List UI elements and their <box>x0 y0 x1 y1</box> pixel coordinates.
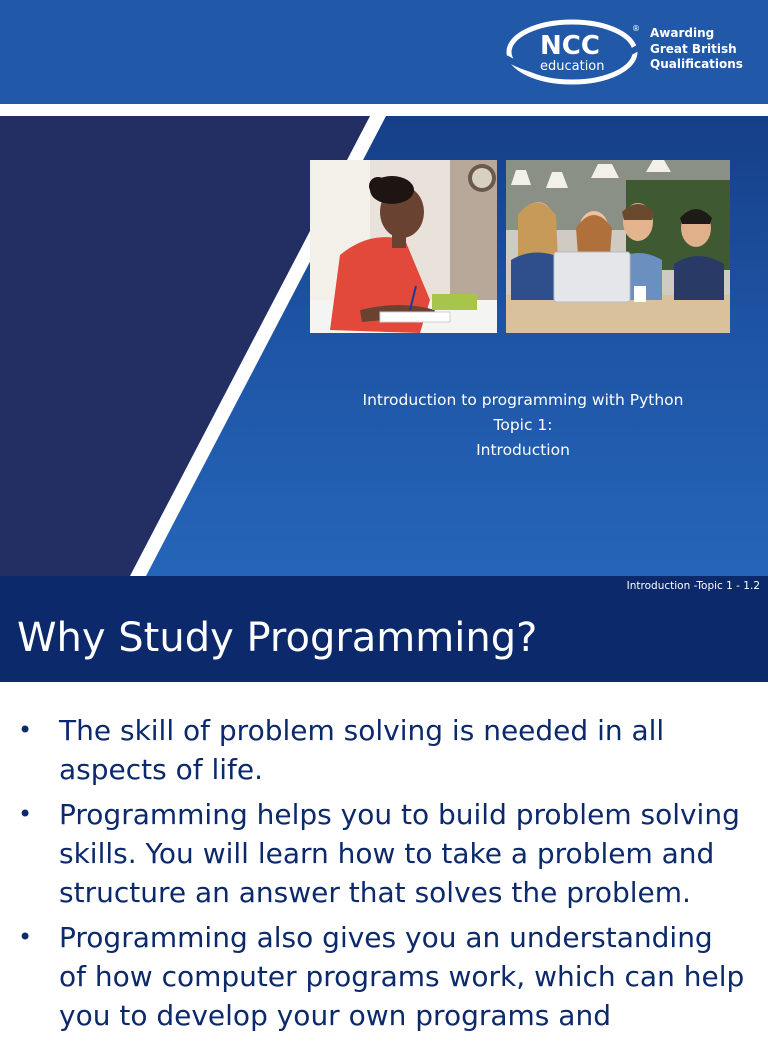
bullet-text: Programming also gives you an understanding of how computer programs work, which can help you to develop your own programs and <box>59 921 745 1032</box>
logo-sub-text: education <box>540 59 605 74</box>
bullet-icon: • <box>18 716 33 744</box>
topic-name: Introduction <box>476 441 570 459</box>
title-slide <box>0 116 768 576</box>
topic-number: Topic 1: <box>493 416 553 434</box>
bullet-item <box>0 918 768 1035</box>
bullet-text: Programming helps you to build problem solving skills. You will learn how to take a problem and structure an answer that solves the problem. <box>59 798 740 909</box>
bullet-text: The skill of problem solving is needed in all aspects of life. <box>59 714 665 786</box>
slide-header <box>0 576 768 682</box>
logo-tagline <box>650 26 746 73</box>
bullet-item <box>0 711 768 789</box>
registered-mark: ® <box>632 24 640 33</box>
bullet-item <box>0 795 768 912</box>
slide-title: Why Study Programming? <box>17 615 538 661</box>
student-writing-photo <box>310 160 497 333</box>
course-name: Introduction to programming with Python <box>362 391 684 409</box>
logo-main-text: NCC <box>540 31 600 61</box>
tagline-line: Qualifications <box>650 57 743 71</box>
title-slide-subtitle <box>300 388 746 463</box>
bullet-list <box>0 711 768 1041</box>
group-laptop-photo <box>506 160 730 333</box>
tagline-line: Awarding <box>650 26 715 40</box>
slide-reference: Introduction -Topic 1 - 1.2 <box>626 580 760 592</box>
bullet-icon: • <box>18 923 33 951</box>
logo-swoosh-icon <box>506 18 646 86</box>
bullet-icon: • <box>18 800 33 828</box>
top-brand-bar <box>0 0 768 104</box>
tagline-line: Great British <box>650 41 737 56</box>
ncc-education-logo <box>506 18 746 86</box>
